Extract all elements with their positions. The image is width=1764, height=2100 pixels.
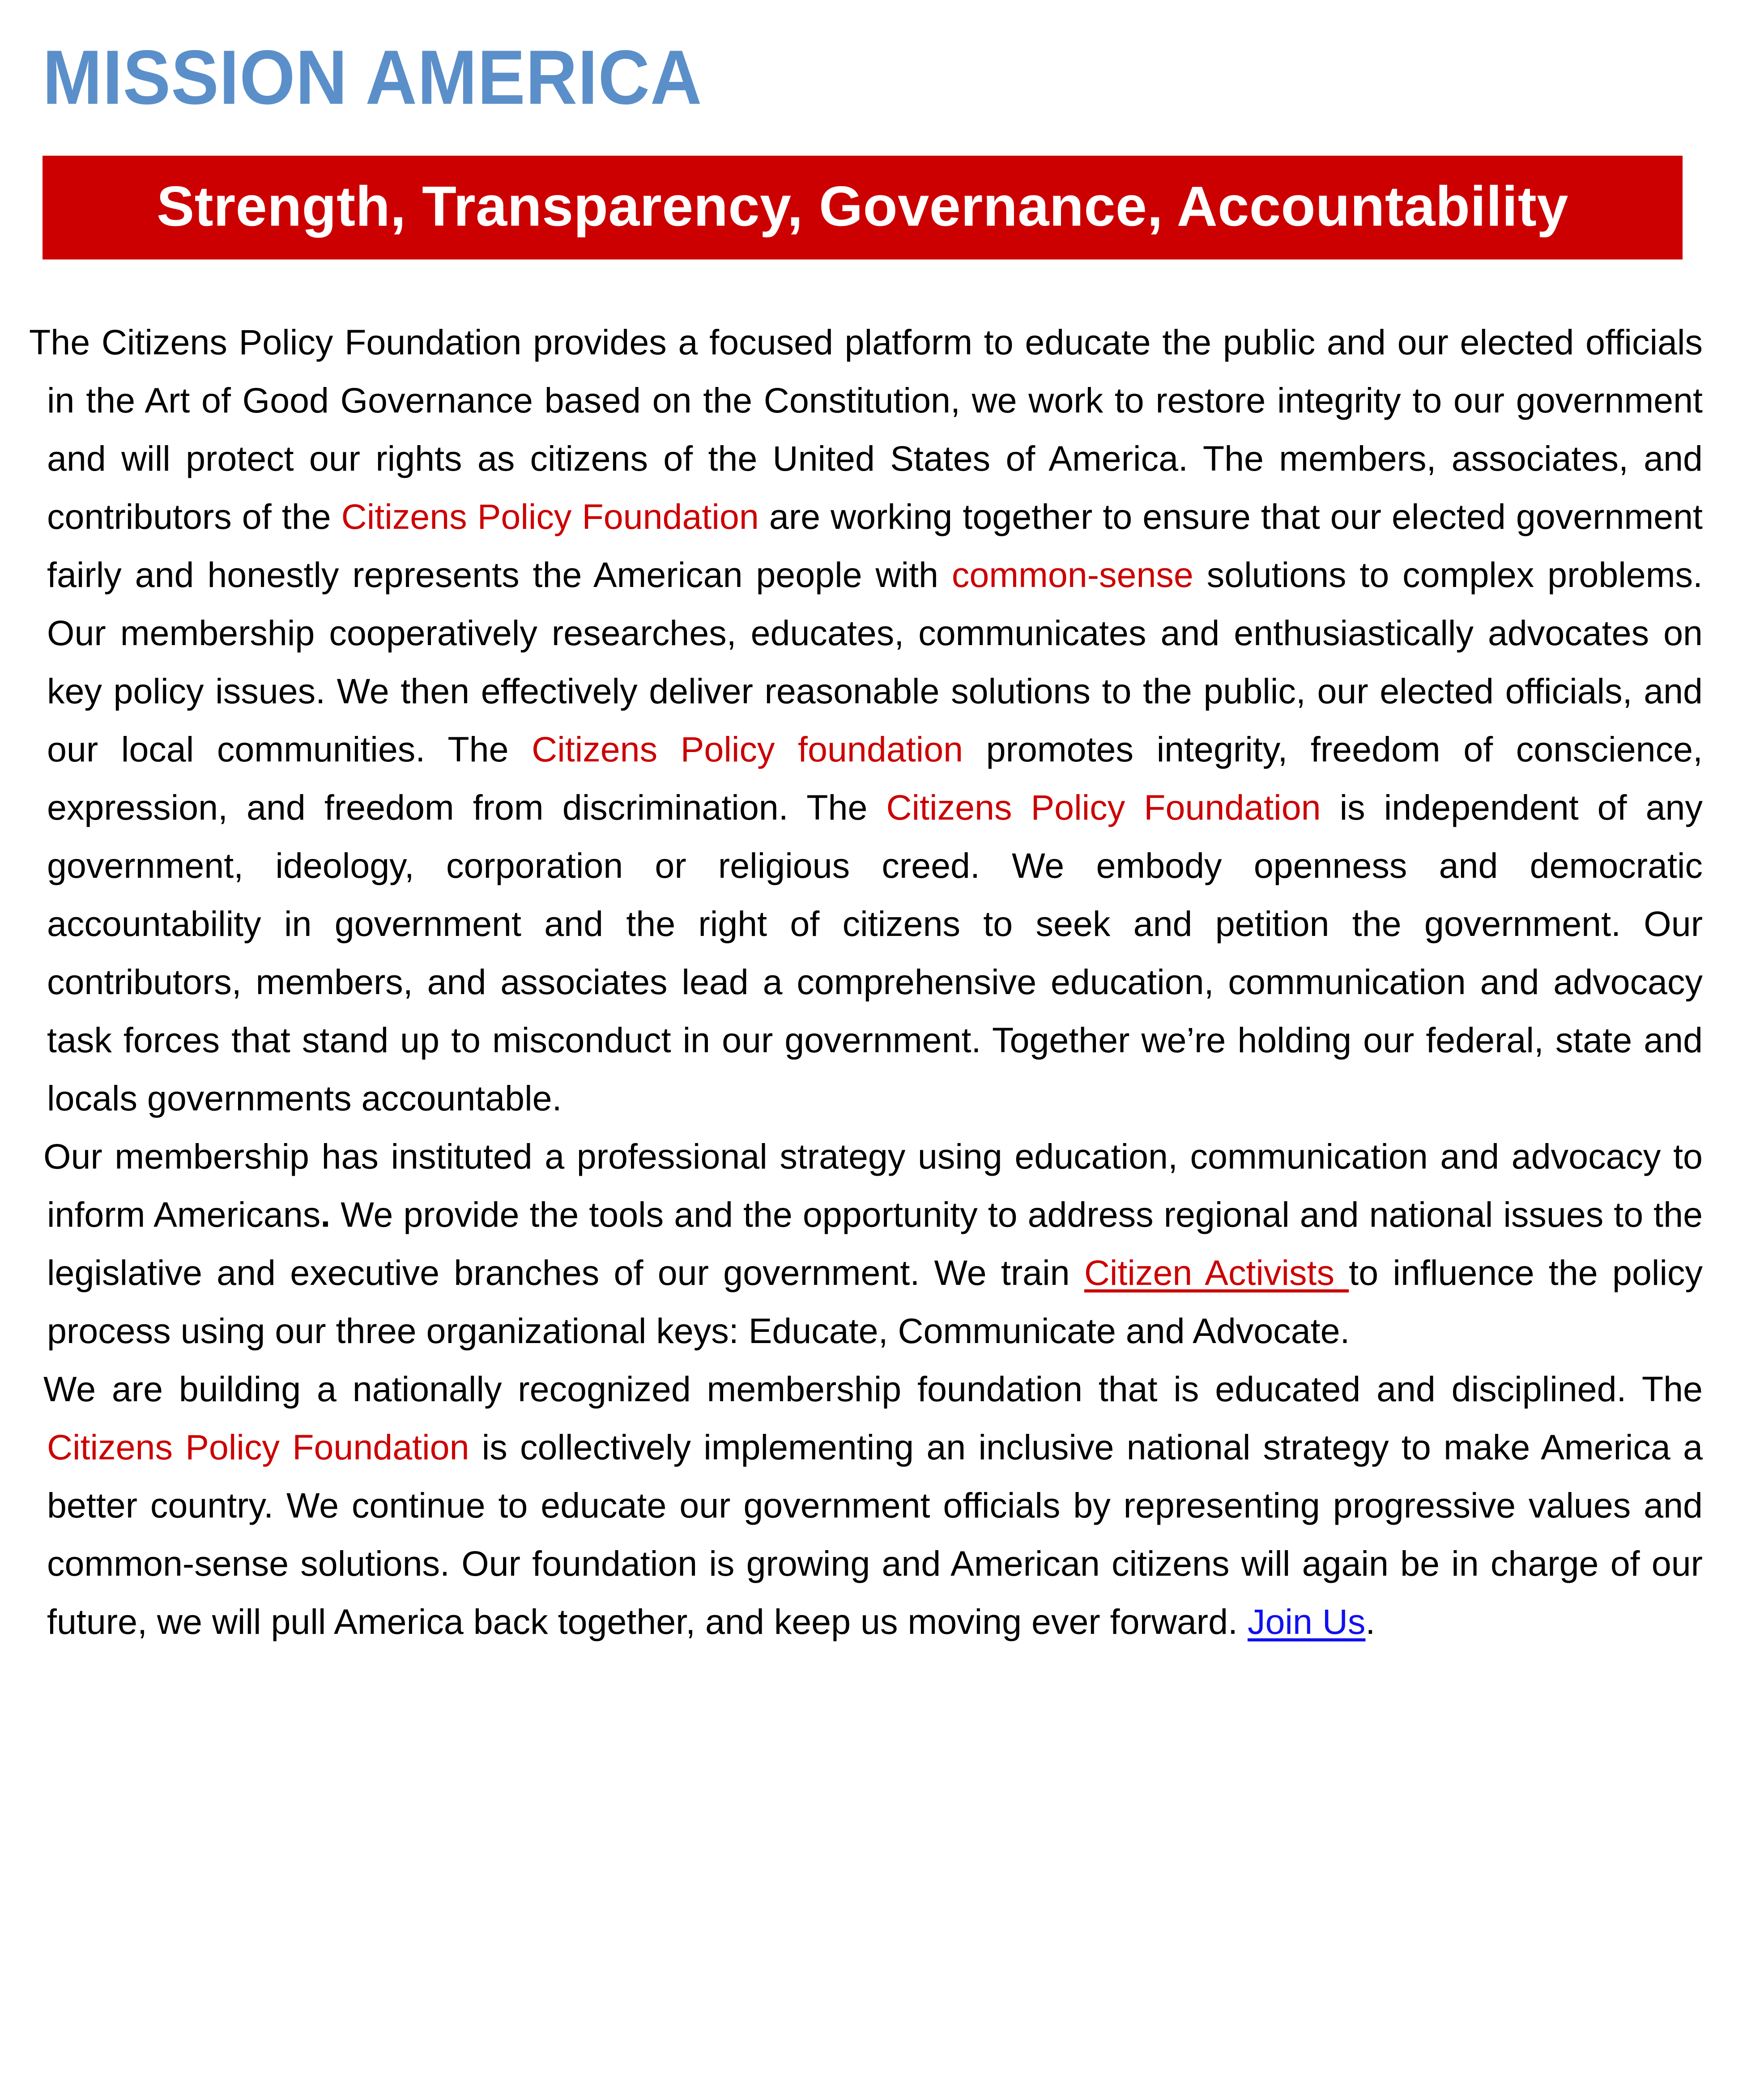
masthead xyxy=(43,35,1698,124)
paragraph-1-segment-9: is independent of any government, ideology, corporation or religious creed. We embody openness and democratic accountability in government and the right of citizens to seek and petition the government. Our contributors, members, and associates lead a comprehensive education, communication and advocacy task forces that stand up to misconduct in our government. Together we’re holding our federal, state and locals governments accountable. xyxy=(47,787,1703,1118)
paragraph-3-segment-5: . xyxy=(1365,1602,1376,1641)
tagline-banner xyxy=(43,156,1683,259)
paragraph-2-segment-3: We provide the tools and the opportunity to address regional and national issues to the legislative and executive branches of our government. We train xyxy=(47,1195,1703,1292)
common-sense-highlight: common-sense xyxy=(951,555,1193,595)
citizen-activists-link[interactable]: Citizen Activists xyxy=(1084,1253,1349,1292)
org-name-highlight-1: Citizens Policy Foundation xyxy=(341,497,759,536)
paragraph-3 xyxy=(29,1360,1703,1651)
org-name-highlight-4: Citizens Policy Foundation xyxy=(47,1427,469,1467)
paragraph-1-segment-3: are working together to ensure that our elected government fairly and honestly represents the American people with xyxy=(47,497,1703,595)
paragraph-2-segment-1: Our membership has instituted a professional strategy using education, communication and advocacy to inform Americans xyxy=(43,1136,1703,1234)
body-copy xyxy=(29,313,1703,1651)
join-us-link[interactable]: Join Us xyxy=(1247,1602,1366,1641)
paragraph-3-segment-1: We are building a nationally recognized membership foundation that is educated and disciplined. The xyxy=(43,1369,1703,1409)
paragraph-2-segment-5: to influence the policy process using our three organizational keys: Educate, Communicate and Advocate. xyxy=(47,1253,1703,1351)
org-name-highlight-2: Citizens Policy foundation xyxy=(532,729,963,769)
paragraph-1-segment-7: promotes integrity, freedom of conscience, expression, and freedom from discrimination. The xyxy=(47,729,1703,827)
org-name-highlight-3: Citizens Policy Foundation xyxy=(886,787,1321,827)
paragraph-1-segment-1: The Citizens Policy Foundation provides a focused platform to educate the public and our elected officials in the Art of Good Governance based on the Constitution, we work to restore integrity to our government and will protect our rights as citizens of the United States of America. The members, associates, and contributors of the xyxy=(29,322,1703,536)
tagline-text: Strength, Transparency, Governance, Accountability xyxy=(157,174,1568,238)
paragraph-1-segment-5: solutions to complex problems. Our membership cooperatively researches, educates, communicates and enthusiastically advocates on key policy issues. We then effectively deliver reasonable solutions to the public, our elected officials, and our local communities. The xyxy=(47,555,1703,769)
paragraph-3-segment-3: is collectively implementing an inclusive national strategy to make America a better country. We continue to educate our government officials by representing progressive values and common-sense solutions. Our foundation is growing and American citizens will again be in charge of our future, we will pull America back together, and keep us moving ever forward. xyxy=(47,1427,1703,1641)
paragraph-2 xyxy=(29,1127,1703,1360)
page-title: MISSION AMERICA xyxy=(43,34,703,120)
paragraph-1 xyxy=(29,313,1703,1127)
paragraph-2-bold-period: . xyxy=(320,1195,331,1234)
